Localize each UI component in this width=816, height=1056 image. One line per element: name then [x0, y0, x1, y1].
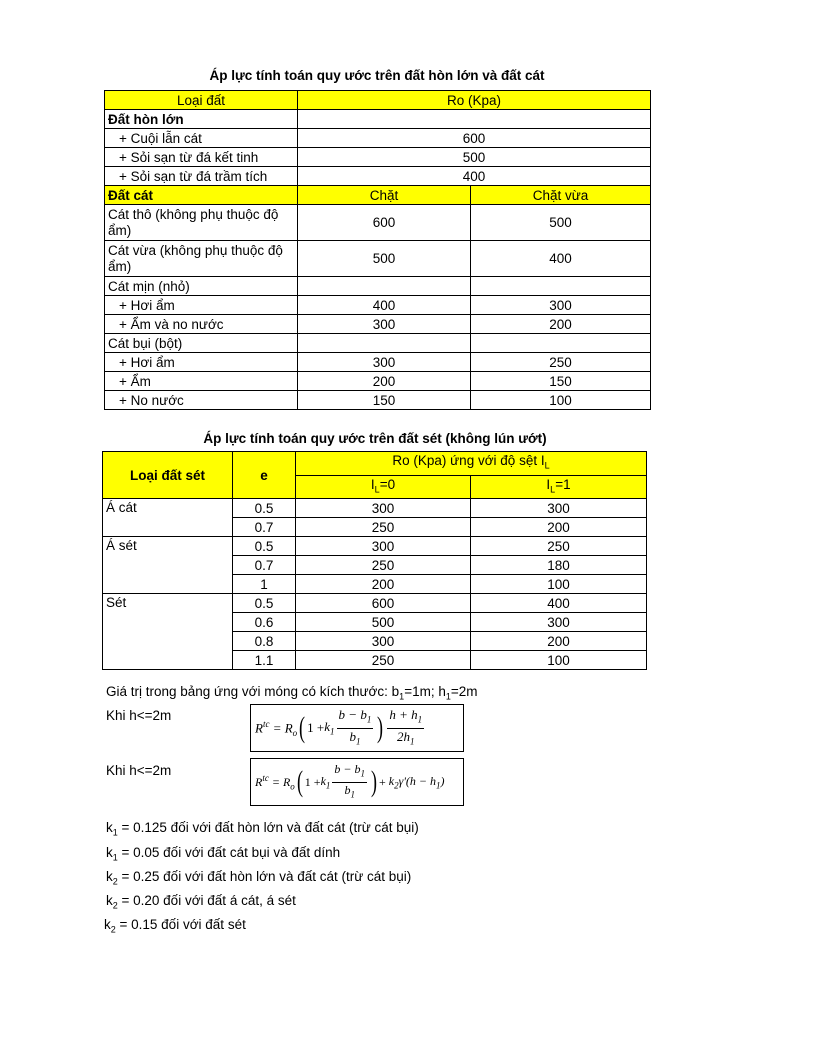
e-value: 0.7 [233, 556, 296, 575]
coef-k: k [104, 917, 111, 932]
table-coarse-sand [104, 90, 651, 410]
coef-text: = 0.20 đối với đất á cát, á sét [117, 893, 296, 908]
group-coarse [105, 110, 651, 129]
ro-il0-value: 300 [296, 537, 471, 556]
coef-k: k [106, 869, 113, 884]
soil-name: + Hơi ẩm [105, 296, 298, 315]
table-row [103, 537, 647, 556]
coefficient-line [106, 820, 419, 838]
il-sub: L [374, 484, 380, 495]
ro-il0-value: 300 [296, 499, 471, 518]
ro-il1-value: 100 [471, 575, 647, 594]
clay-name: Sét [103, 594, 233, 670]
group-sand [105, 186, 651, 205]
header-ro-text: Ro (Kpa) ứng với độ sệt I [392, 453, 545, 468]
coef-k: k [106, 845, 113, 860]
medium-dense-value: 400 [471, 241, 651, 277]
coef-sub: 1 [112, 852, 118, 863]
ro-value: 600 [298, 129, 651, 148]
soil-name: + Cuội lẫn cát [105, 129, 298, 148]
il-sub: L [550, 484, 556, 495]
ro-il1-value: 200 [471, 632, 647, 651]
header-e: e [233, 452, 296, 499]
coef-sub: 2 [112, 900, 118, 911]
soil-name: Cát mịn (nhỏ) [105, 277, 298, 296]
dense-value: 200 [298, 372, 471, 391]
table-row [105, 277, 651, 296]
soil-name: + Ẩm và no nước [105, 315, 298, 334]
medium-dense-value: 500 [471, 205, 651, 241]
il-letter: I [370, 476, 375, 492]
group-label: Đất hòn lớn [105, 110, 298, 129]
table-row [105, 296, 651, 315]
table-row [105, 315, 651, 334]
header-ro-consistency [296, 452, 647, 476]
formula-2: $R^{tc} = R_o$ ( 1 + $k_1$ $\frac{b - b_1}{b_1}$ ) + $k_2\gamma'(h - h_1)$ [250, 758, 464, 806]
ro-il0-value: 250 [296, 651, 471, 670]
formula-1: $R^{tc} = R_o$ ( 1 + $k_1$ $\frac{b - b_1}{b_1}$ ) $\frac{h + h_1}{2h_1}$ [250, 704, 464, 752]
dense-value [298, 277, 471, 296]
e-value: 0.5 [233, 594, 296, 613]
medium-dense-value: 150 [471, 372, 651, 391]
dense-value: 300 [298, 315, 471, 334]
table-row [103, 594, 647, 613]
header-il1 [471, 475, 647, 499]
ro-il0-value: 300 [296, 632, 471, 651]
coefficient-line [104, 917, 246, 935]
clay-name: Á sét [103, 537, 233, 594]
e-value: 1.1 [233, 651, 296, 670]
header-ro: Ro (Kpa) [298, 91, 651, 110]
medium-dense-value: 100 [471, 391, 651, 410]
table-row [105, 148, 651, 167]
ro-il1-value: 300 [471, 499, 647, 518]
dense-value: 150 [298, 391, 471, 410]
table1-title: Áp lực tính toán quy ước trên đất hòn lớn và đất cát [209, 68, 545, 83]
ro-il0-value: 250 [296, 556, 471, 575]
coef-text: = 0.05 đối với đất cát bụi và đất dính [117, 845, 341, 860]
coef-sub: 2 [112, 876, 118, 887]
soil-name: Cát thô (không phụ thuộc độ ẩm) [105, 205, 298, 241]
soil-name: + Sỏi sạn từ đá trầm tích [105, 167, 298, 186]
header-soil-type: Loại đất [105, 91, 298, 110]
table-row [105, 241, 651, 277]
medium-dense-value [471, 277, 651, 296]
coef-sub: 2 [110, 924, 116, 935]
dense-value: 500 [298, 241, 471, 277]
table-row [105, 334, 651, 353]
coef-k: k [106, 893, 113, 908]
table-clay [102, 451, 647, 670]
ro-il1-value: 400 [471, 594, 647, 613]
case1-label: Khi h<=2m [106, 708, 172, 723]
soil-name: + Ẩm [105, 372, 298, 391]
coef-text: = 0.25 đối với đất hòn lớn và đất cát (trừ cát bụi) [117, 869, 412, 884]
e-value: 0.6 [233, 613, 296, 632]
e-value: 1 [233, 575, 296, 594]
il-value: =0 [379, 476, 396, 492]
header-ro-sub: L [544, 460, 550, 471]
coef-k: k [106, 820, 113, 835]
col-dense: Chặt [298, 186, 471, 205]
header-clay-type: Loại đất sét [103, 452, 233, 499]
ro-il0-value: 200 [296, 575, 471, 594]
table-row [105, 167, 651, 186]
table1-header-row [105, 91, 651, 110]
table-row [105, 372, 651, 391]
e-value: 0.7 [233, 518, 296, 537]
ro-il1-value: 300 [471, 613, 647, 632]
table-row [105, 205, 651, 241]
group-label: Đất cát [105, 186, 298, 205]
e-value: 0.5 [233, 537, 296, 556]
dense-value: 400 [298, 296, 471, 315]
table-row [103, 499, 647, 518]
ro-il0-value: 500 [296, 613, 471, 632]
il-letter: I [546, 476, 551, 492]
case2-label: Khi h<=2m [106, 763, 172, 778]
size-note: Giá trị trong bảng ứng với móng có kích thước: $b_1=1m$; $h_1=2m$ [106, 684, 478, 702]
header-il0 [296, 475, 471, 499]
coefficient-line [106, 893, 296, 911]
soil-name: + Hơi ẩm [105, 353, 298, 372]
ro-value: 400 [298, 167, 651, 186]
dense-value: 300 [298, 353, 471, 372]
table2-header-row [103, 452, 647, 476]
medium-dense-value [471, 334, 651, 353]
ro-il0-value: 250 [296, 518, 471, 537]
ro-il0-value: 600 [296, 594, 471, 613]
ro-il1-value: 250 [471, 537, 647, 556]
coef-text: = 0.125 đối với đất hòn lớn và đất cát (trừ cát bụi) [117, 820, 419, 835]
table2-title: Áp lực tính toán quy ước trên đất sét (không lún ướt) [203, 431, 547, 446]
medium-dense-value: 250 [471, 353, 651, 372]
e-value: 0.8 [233, 632, 296, 651]
ro-il1-value: 200 [471, 518, 647, 537]
ro-value: 500 [298, 148, 651, 167]
clay-name: Á cát [103, 499, 233, 537]
il-value: =1 [555, 476, 571, 492]
dense-value: 600 [298, 205, 471, 241]
soil-name: Cát bụi (bột) [105, 334, 298, 353]
soil-name: Cát vừa (không phụ thuộc độ ẩm) [105, 241, 298, 277]
ro-il1-value: 180 [471, 556, 647, 575]
e-value: 0.5 [233, 499, 296, 518]
coef-sub: 1 [112, 827, 118, 838]
soil-name: + Sỏi sạn từ đá kết tinh [105, 148, 298, 167]
soil-name: + No nước [105, 391, 298, 410]
col-medium-dense: Chặt vừa [471, 186, 651, 205]
ro-il1-value: 100 [471, 651, 647, 670]
dense-value [298, 334, 471, 353]
table-row [105, 391, 651, 410]
medium-dense-value: 300 [471, 296, 651, 315]
empty-cell [298, 110, 651, 129]
coefficient-line [106, 845, 340, 863]
table-row [105, 353, 651, 372]
coefficient-line [106, 869, 411, 887]
table-row [105, 129, 651, 148]
medium-dense-value: 200 [471, 315, 651, 334]
coef-text: = 0.15 đối với đất sét [115, 917, 246, 932]
